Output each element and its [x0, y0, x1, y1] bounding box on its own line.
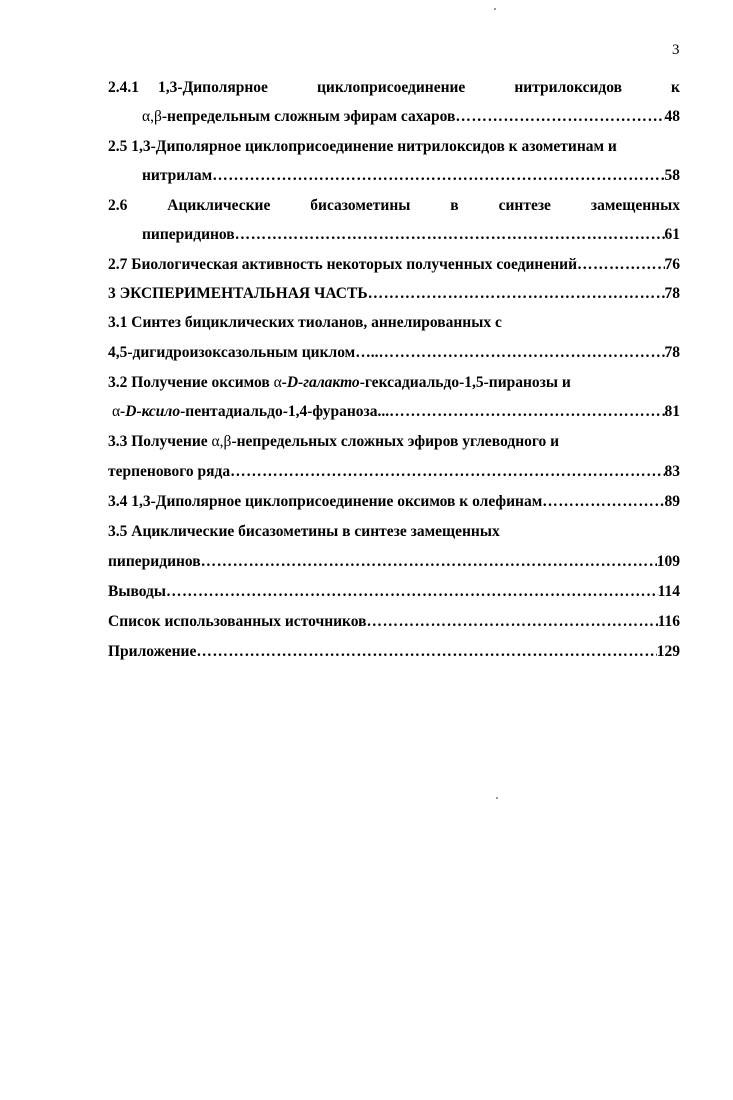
- toc-3-4-page: 89: [664, 493, 680, 510]
- toc-2-4-1-number: 2.4.1: [108, 79, 139, 96]
- toc-2-5-title-cont: нитрилам: [142, 167, 213, 184]
- toc-2-4-1-word3: нитрилоксидов: [514, 79, 622, 96]
- toc-conclusions-page: 114: [657, 583, 680, 600]
- toc-2-4-1-word2: циклоприсоединение: [316, 79, 466, 96]
- leader-dots: [235, 225, 665, 245]
- toc-2-4-1-word4: к: [671, 79, 680, 96]
- toc-3-3-text-b: -непредельных сложных эфиров углеводного и: [231, 433, 560, 450]
- toc-entry-3-2-line2: [112, 402, 680, 422]
- toc-2-6-word4: синтезе: [498, 197, 551, 214]
- toc-2-4-1-title-cont: -непредельным сложным эфирам сахаров: [161, 108, 456, 125]
- toc-3-3-title-cont: терпенового ряда: [108, 463, 231, 480]
- toc-entry-2-4-1-line1: [108, 78, 680, 98]
- toc-references-title: Список использованных источников: [108, 613, 367, 630]
- toc-appendix-page: 129: [656, 643, 680, 660]
- leader-dots: [542, 492, 664, 512]
- leader-dots: [196, 642, 656, 662]
- toc-entry-2-4-1-line2: [142, 107, 680, 127]
- scan-speck: [496, 797, 498, 799]
- toc-entry-3: [108, 284, 680, 304]
- toc-3-3-greek: α,β: [211, 433, 232, 450]
- leader-dots: [455, 107, 664, 127]
- toc-2-7-page: 76: [664, 256, 680, 273]
- toc-2-6-title-cont: пиперидинов: [142, 226, 235, 243]
- page-number: 3: [672, 42, 680, 58]
- toc-3-2-italic: -D-галакто: [281, 374, 360, 391]
- toc-3-2-greek: α: [273, 374, 282, 391]
- toc-2-4-1-greek: α,β: [142, 108, 162, 125]
- leader-dots: [212, 166, 664, 186]
- leader-dots: [166, 582, 658, 602]
- toc-3-1-title-cont: 4,5-дигидроизоксазольным циклом…..: [108, 344, 379, 361]
- toc-3-page: 78: [664, 285, 680, 302]
- leader-dots: [367, 612, 658, 632]
- toc-entry-3-5-line1: 3.5 Ациклические бисазометины в синтезе замещенных: [108, 523, 500, 540]
- toc-references-page: 116: [657, 613, 680, 630]
- toc-entry-appendix: [108, 642, 680, 662]
- toc-3-2-line2-greek: α: [112, 403, 121, 420]
- leader-dots: [378, 343, 664, 363]
- toc-3-2-page: 81: [664, 403, 680, 420]
- toc-2-4-1-word1: 1,3-Диполярное: [158, 79, 268, 96]
- toc-entry-3-3-line2: [108, 462, 680, 482]
- toc-2-5-page: 58: [664, 167, 680, 184]
- toc-3-2-text-b: -гексадиальдо-1,5-пиранозы и: [359, 374, 571, 391]
- toc-3-2-text-a: 3.2 Получение оксимов: [108, 374, 274, 391]
- toc-2-6-word2: бисазометины: [310, 197, 411, 214]
- toc-entry-2-6-line1: [108, 196, 680, 216]
- toc-2-7-title: 2.7 Биологическая активность некоторых полученных соединений: [108, 256, 578, 273]
- toc-3-2-line2-italic: -D-ксило: [120, 403, 181, 420]
- toc-2-6-word5: замещенных: [590, 197, 680, 214]
- toc-2-6-word1: Ациклические: [167, 197, 271, 214]
- toc-3-title: 3 ЭКСПЕРИМЕНТАЛЬНАЯ ЧАСТЬ: [108, 285, 368, 302]
- toc-3-3-page: 83: [664, 463, 680, 480]
- toc-entry-2-5-line2: [142, 166, 680, 186]
- toc-entry-2-7: [108, 255, 680, 275]
- toc-entry-3-5-line2: [108, 552, 680, 572]
- toc-entry-2-6-line2: [142, 225, 680, 245]
- toc-2-4-1-page: 48: [664, 108, 680, 125]
- leader-dots: [389, 402, 664, 422]
- toc-entry-3-3-line1: [108, 432, 559, 452]
- toc-3-4-title: 3.4 1,3-Диполярное циклоприсоединение оксимов к олефинам: [108, 493, 543, 510]
- toc-entry-conclusions: [108, 582, 680, 602]
- toc-appendix-title: Приложение: [108, 643, 197, 660]
- toc-3-3-text-a: 3.3 Получение: [108, 433, 212, 450]
- toc-entry-3-1-line2: [108, 343, 680, 363]
- toc-3-5-title-cont: пиперидинов: [108, 553, 201, 570]
- leader-dots: [368, 284, 665, 304]
- scan-speck: [494, 8, 496, 10]
- toc-entry-3-4: [108, 492, 680, 512]
- toc-conclusions-title: Выводы: [108, 583, 166, 600]
- toc-3-2-line2-text: -пентадиальдо-1,4-фураноза...: [180, 403, 390, 420]
- toc-2-6-page: 61: [664, 226, 680, 243]
- leader-dots: [577, 255, 664, 275]
- toc-entry-references: [108, 612, 680, 632]
- toc-2-6-word3: в: [450, 197, 459, 214]
- toc-2-6-number: 2.6: [108, 197, 128, 214]
- toc-entry-3-1-line1: 3.1 Синтез бициклических тиоланов, аннелированных с: [108, 314, 502, 331]
- toc-entry-2-5-line1: 2.5 1,3-Диполярное циклоприсоединение нитрилоксидов к азометинам и: [108, 138, 617, 155]
- leader-dots: [201, 552, 657, 572]
- toc-entry-3-2-line1: [108, 373, 571, 393]
- toc-3-5-page: 109: [656, 553, 680, 570]
- toc-3-1-page: 78: [664, 344, 680, 361]
- leader-dots: [230, 462, 664, 482]
